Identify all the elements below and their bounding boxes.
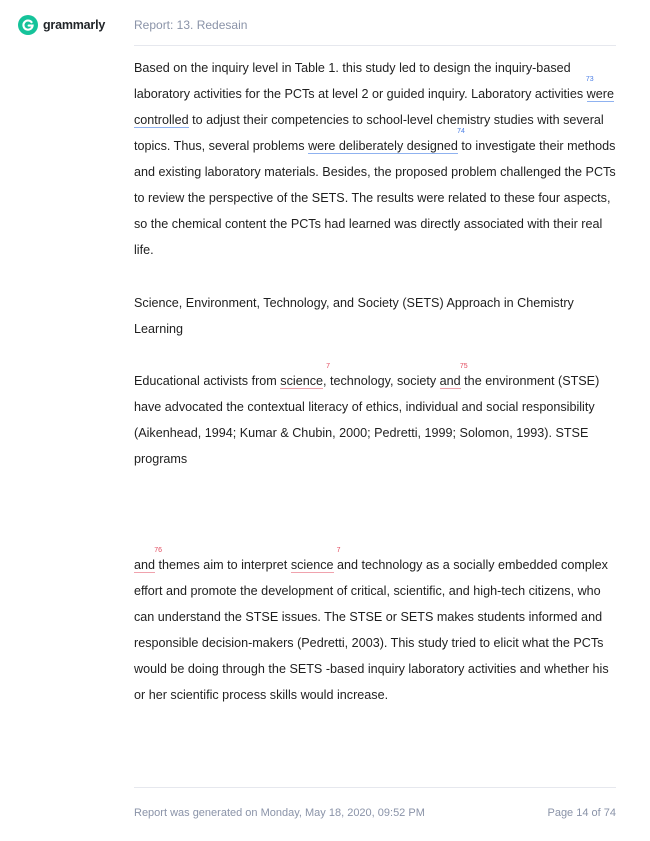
flagged-text: science (290, 558, 334, 572)
grammarly-logo (18, 15, 105, 35)
footer-divider (134, 787, 616, 788)
flagged-word-science[interactable] (280, 363, 330, 389)
logo-wordmark: grammarly (43, 18, 106, 32)
text-run: Educational activists from (134, 374, 281, 388)
section-heading-sets: Science, Environment, Technology, and Society (SETS) Approach in Chemistry Learning (134, 296, 574, 336)
issue-number-badge: 7 (326, 363, 330, 370)
paragraph-inquiry-design (134, 55, 620, 263)
flagged-text: and (134, 558, 156, 572)
text-run: Based on the inquiry level in Table 1. this study led to design the inquiry-based laboratory activities for the PCTs at level 2 or guided inquiry. Laboratory activities (134, 61, 587, 101)
grammarly-g-icon (18, 15, 38, 35)
text-run: , technology, society (323, 374, 440, 388)
page-number: Page 14 of 74 (547, 807, 616, 819)
flagged-word-and[interactable] (134, 547, 163, 573)
text-run: the environment (STSE) have advocated the contextual literacy of ethics, individual and social responsibility (Aikenhead, 1994; Kumar & Chubin, 2000; Pedretti, 1999; Solomon, 1993). STSE programs (134, 374, 600, 466)
text-run: and technology as a socially embedded complex effort and promote the development of critical, scientific, and high-tech citizens, who can understand the STSE issues. The STSE or SETS makes students informed and responsible decision-makers (Pedretti, 2003). This study tried to elicit what the PCTs would be doing through the SETS -based inquiry laboratory activities and whether his or her scientific process skills would increase. (134, 558, 609, 702)
flagged-text: were controlled (134, 87, 614, 127)
report-header (0, 0, 650, 48)
issue-number-badge: 76 (154, 547, 163, 554)
text-run: themes aim to interpret (155, 558, 291, 572)
paragraph-stse-advocacy (134, 363, 620, 472)
issue-number-badge: 74 (457, 128, 465, 135)
paragraph-stse-themes (134, 547, 620, 708)
text-run: to investigate their methods and existing laboratory materials. Besides, the proposed problem challenged the PCTs to review the perspective of the SETS. The results were related to these four aspects, so the chemical content the PCTs had learned was directly associated with their real life. (134, 139, 616, 257)
report-title: Report: 13. Redesain (134, 18, 248, 32)
header-divider (134, 45, 616, 46)
flagged-text: were deliberately designed (308, 139, 458, 153)
issue-number-badge: 73 (585, 76, 594, 83)
issue-number-badge: 7 (336, 547, 341, 554)
flagged-word-science[interactable] (290, 547, 341, 573)
issue-number-badge: 75 (459, 363, 468, 370)
text-run: to adjust their competencies to school-level chemistry studies with several topics. Thus, several problems (134, 113, 604, 153)
flagged-phrase-were-deliberately-designed[interactable] (308, 128, 465, 154)
flagged-text: science (280, 374, 323, 388)
flagged-word-and[interactable] (439, 363, 468, 389)
flagged-text: and (439, 374, 461, 388)
report-generated-date: Report was generated on Monday, May 18, 2020, 09:52 PM (134, 807, 425, 819)
